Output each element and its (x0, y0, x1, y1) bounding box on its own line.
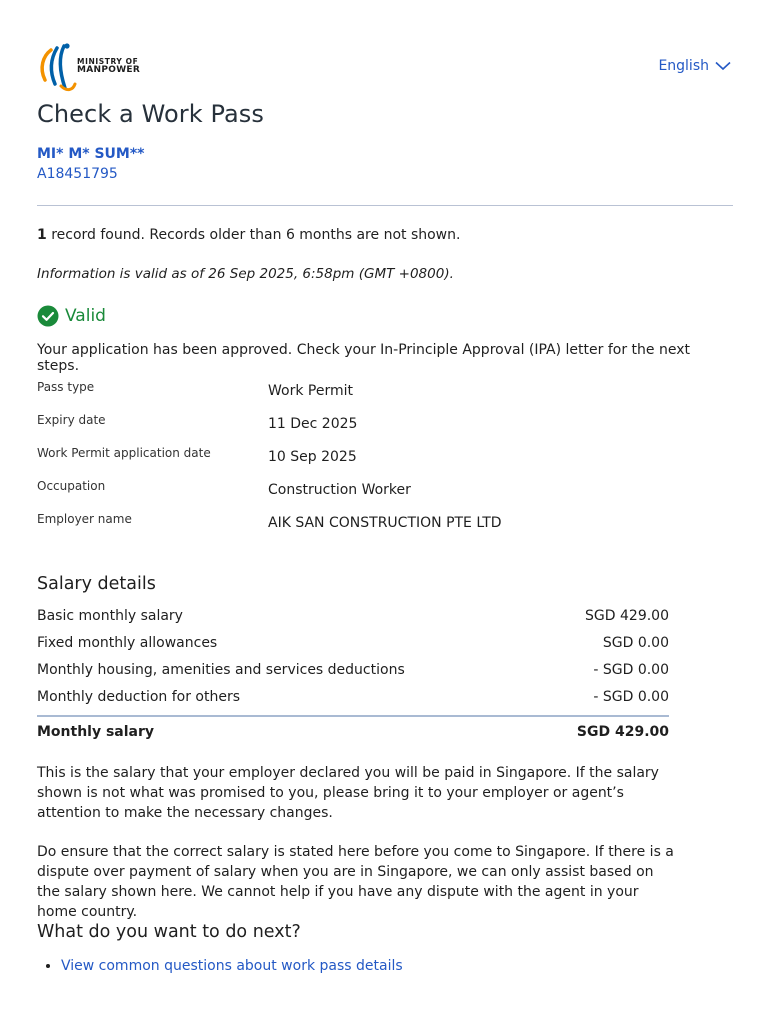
salary-label: Fixed monthly allowances (37, 635, 218, 651)
page-title: Check a Work Pass (37, 100, 265, 128)
records-count: 1 (37, 227, 47, 243)
detail-row-occupation (37, 479, 733, 503)
status-badge (37, 305, 106, 327)
salary-total-value: SGD 429.00 (576, 724, 669, 740)
salary-total-divider (37, 715, 669, 717)
salary-note-1: This is the salary that your employer declared you will be paid in Singapore. If the salary shown is not what was promised to you, please bring it to your employer or agent’s attention to make the necessary changes. (37, 765, 659, 821)
detail-row-expiry-date (37, 413, 733, 437)
detail-row-employer-name (37, 512, 733, 536)
detail-label: Pass type (37, 380, 95, 394)
logo-wordmark (77, 57, 140, 75)
records-message: record found. Records older than 6 months are not shown. (46, 227, 461, 243)
language-selector[interactable] (658, 58, 731, 74)
salary-label: Monthly housing, amenities and services deductions (37, 662, 405, 678)
status-label: Valid (65, 306, 106, 326)
detail-value: AIK SAN CONSTRUCTION PTE LTD (268, 515, 502, 531)
detail-row-application-date (37, 446, 733, 470)
salary-row (37, 662, 669, 684)
detail-label: Occupation (37, 479, 106, 493)
detail-value: 11 Dec 2025 (268, 416, 358, 432)
salary-total-label: Monthly salary (37, 724, 155, 740)
detail-label: Expiry date (37, 413, 106, 427)
salary-row (37, 689, 669, 711)
salary-row (37, 635, 669, 657)
mom-logo-icon (37, 42, 77, 94)
mom-logo[interactable] (37, 42, 157, 94)
check-circle-icon (37, 305, 59, 327)
fin-number: A18451795 (37, 166, 118, 182)
salary-value: - SGD 0.00 (593, 662, 669, 678)
validity-note: Information is valid as of 26 Sep 2025, 6:58pm (GMT +0800). (37, 266, 454, 282)
salary-note-2: Do ensure that the correct salary is stated here before you come to Singapore. If there is a dispute over payment of salary when you are in Singapore, we can only assist based on the salary shown here. We cannot help if you have any dispute with the agent in your home country. (37, 844, 674, 920)
detail-label: Employer name (37, 512, 132, 526)
language-label: English (658, 58, 709, 74)
salary-value: SGD 429.00 (585, 608, 669, 624)
chevron-down-icon (715, 61, 731, 71)
next-steps-list (37, 958, 403, 974)
salary-value: SGD 0.00 (602, 635, 669, 651)
approval-message: Your application has been approved. Check your In-Principle Approval (IPA) letter for the next steps. (37, 342, 690, 374)
detail-label: Work Permit application date (37, 446, 211, 460)
holder-name: MI* M* SUM** (37, 146, 145, 162)
detail-row-pass-type (37, 380, 733, 404)
salary-value: - SGD 0.00 (593, 689, 669, 705)
divider (37, 205, 733, 206)
salary-label: Monthly deduction for others (37, 689, 241, 705)
logo-line-1: MINISTRY OF (77, 57, 139, 66)
detail-value: Construction Worker (268, 482, 411, 498)
salary-heading: Salary details (37, 574, 156, 594)
salary-row (37, 608, 669, 630)
detail-value: 10 Sep 2025 (268, 449, 357, 465)
detail-value: Work Permit (268, 383, 353, 399)
records-found-text (37, 227, 460, 243)
list-item (61, 958, 403, 974)
faq-link[interactable]: View common questions about work pass details (61, 958, 403, 974)
next-steps-heading: What do you want to do next? (37, 922, 301, 942)
salary-label: Basic monthly salary (37, 608, 183, 624)
logo-line-2: MANPOWER (77, 65, 141, 75)
